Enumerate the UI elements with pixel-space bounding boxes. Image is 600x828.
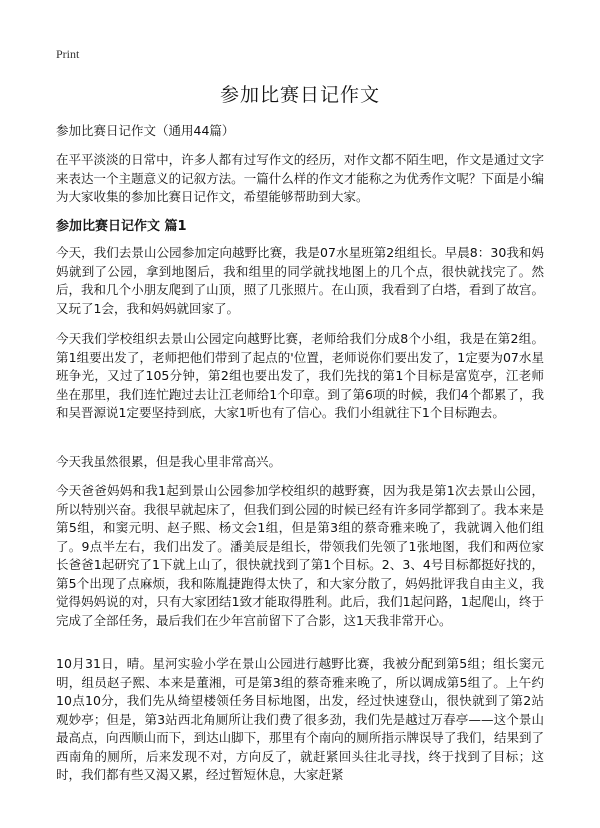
section-heading: 参加比赛日记作文 篇1 [56, 219, 187, 234]
body-paragraph-1: 今天，我们去景山公园参加定向越野比赛，我是07水星班第2组组长。早晨8：30我和妈妈就到了公园，拿到地图后，我和组里的同学就找地图上的几个点，很快就找完了。然后，我和几个小朋友爬到了山顶，照了几张照片。在山顶，我看到了白塔，看到了故宫。又玩了1会，我和妈妈就回家了。 [56, 245, 544, 316]
body-paragraph-2: 今天我们学校组织去景山公园定向越野比赛，老师给我们分成8个小组，我是在第2组。第1组要出发了，老师把他们带到了起点的'位置，老师说你们要出发了，1定要为07水星班争光，又过了105分钟，第2组也要出发了，我们先找的第1个目标是富览亭，江老师坐在那里，我们连忙跑过去让江老师给1个印章。到了第6项的时候，我们4个都累了，我和吴晋源说1定要坚持到底，大家1听也有了信心。我们小组就往下1个目标跑去。 [56, 331, 544, 420]
body-paragraph-5: 10月31日，晴。星河实验小学在景山公园进行越野比赛，我被分配到第5组；组长窦元明，组员赵子熙、本来是董湘，可是第3组的蔡奇雅来晚了，所以调成第5组了。上午约10点10分，我们先从绮望楼领任务目标地图，出发，经过快速登山，很快就到了第2站观妙亭；但是，第3站西北角厕所让我们费了很多劲，我们先是越过万春亭——这个景山最高点，向西顺山而下，到达山脚下，那里有个南向的厕所指示牌误导了我们，结果到了西南角的厕所，后来发现不对，方向反了，就赶紧回头往北寻找，终于找到了目标；这时，我们都有些又渴又累，经过暂短休息，大家赶紧 [56, 656, 544, 782]
document-subtitle: 参加比赛日记作文（通用44篇） [56, 123, 235, 138]
body-paragraph-4: 今天爸爸妈妈和我1起到景山公园参加学校组织的越野赛，因为我是第1次去景山公园，所以特别兴奋。我很早就起床了，但我们到公园的时候已经有许多同学都到了。我本来是第5组，和窦元明、赵子熙、杨文会1组，但是第3组的蔡奇雅来晚了，我就调入他们组了。9点半左右，我们出发了。潘美辰是组长，带领我们先领了1张地图，我们和两位家长爸爸1起研究了1下就上山了，很快就找到了第1个目标。2、3、4号目标都挺好找的，第5个出现了点麻烦，我和陈胤捷跑得太快了，和大家分散了，妈妈批评我自由主义，我觉得妈妈说的对，只有大家团结1致才能取得胜利。此后，我们1起问路，1起爬山，终于完成了全部任务，最后我们在少年宫前留下了合影，这1天我非常开心。 [56, 483, 544, 628]
page-title: 参加比赛日记作文 [219, 84, 380, 106]
intro-paragraph: 在平平淡淡的日常中，许多人都有过写作文的经历，对作文都不陌生吧，作文是通过文字来表达一个主题意义的记叙方法。一篇什么样的作文才能称之为优秀作文呢？下面是小编为大家收集的参加比赛日记作文，希望能够帮助到大家。 [56, 152, 544, 204]
body-paragraph-3: 今天我虽然很累，但是我心里非常高兴。 [56, 454, 282, 469]
print-label[interactable]: Print [56, 47, 80, 61]
